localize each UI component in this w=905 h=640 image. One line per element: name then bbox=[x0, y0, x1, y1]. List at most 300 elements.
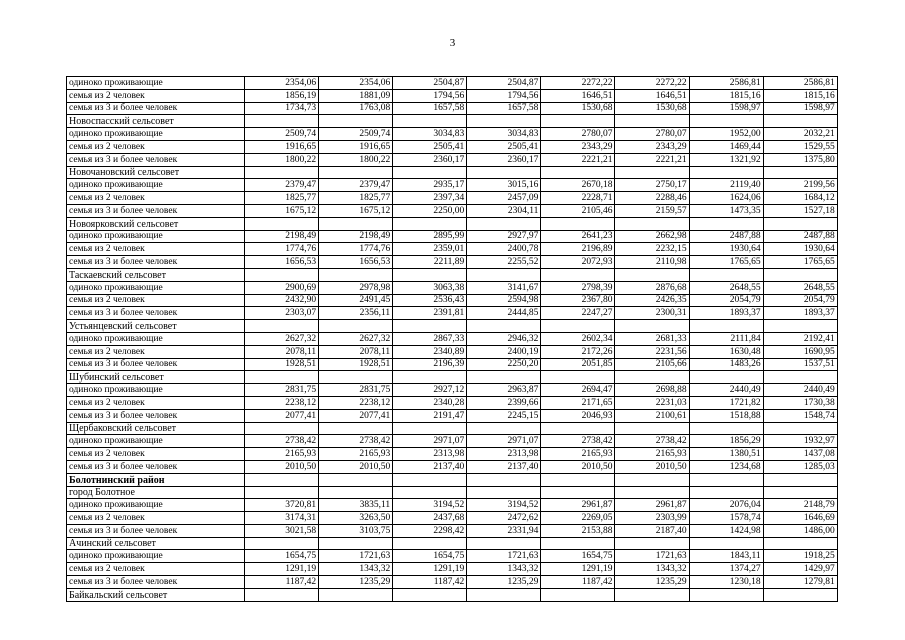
value-cell: 1234,68 bbox=[689, 460, 763, 473]
empty-cell bbox=[245, 486, 319, 499]
row-label: одиноко проживающие bbox=[67, 77, 245, 90]
table-row bbox=[67, 77, 838, 90]
value-cell: 2426,35 bbox=[615, 294, 689, 307]
value-cell: 1825,77 bbox=[245, 192, 319, 205]
empty-cell bbox=[319, 268, 393, 281]
empty-cell bbox=[541, 588, 615, 601]
value-cell: 1893,37 bbox=[689, 307, 763, 320]
value-cell: 1291,19 bbox=[541, 563, 615, 576]
row-label: семья из 3 и более человек bbox=[67, 460, 245, 473]
empty-cell bbox=[245, 473, 319, 486]
empty-cell bbox=[467, 320, 541, 333]
value-cell: 1187,42 bbox=[541, 576, 615, 589]
value-cell: 2831,75 bbox=[319, 384, 393, 397]
value-cell: 2100,61 bbox=[615, 409, 689, 422]
value-cell: 2010,50 bbox=[319, 460, 393, 473]
table-row bbox=[67, 332, 838, 345]
value-cell: 1916,65 bbox=[245, 140, 319, 153]
row-label: семья из 2 человек bbox=[67, 294, 245, 307]
row-label: семья из 2 человек bbox=[67, 396, 245, 409]
row-label: семья из 3 и более человек bbox=[67, 524, 245, 537]
table-row bbox=[67, 563, 838, 576]
section-name: город Болотное bbox=[67, 486, 245, 499]
value-cell: 2504,87 bbox=[467, 77, 541, 90]
section-header-row bbox=[67, 588, 838, 601]
value-cell: 2272,22 bbox=[541, 77, 615, 90]
value-cell: 1765,65 bbox=[689, 256, 763, 269]
value-cell: 2648,55 bbox=[763, 281, 837, 294]
empty-cell bbox=[319, 320, 393, 333]
value-cell: 2187,40 bbox=[615, 524, 689, 537]
value-cell: 1646,69 bbox=[763, 512, 837, 525]
empty-cell bbox=[763, 320, 837, 333]
table-row bbox=[67, 128, 838, 141]
empty-cell bbox=[541, 486, 615, 499]
value-cell: 2900,69 bbox=[245, 281, 319, 294]
value-cell: 2738,42 bbox=[319, 435, 393, 448]
empty-cell bbox=[319, 166, 393, 179]
value-cell: 2340,28 bbox=[393, 396, 467, 409]
value-cell: 2137,40 bbox=[467, 460, 541, 473]
value-cell: 2331,94 bbox=[467, 524, 541, 537]
empty-cell bbox=[689, 217, 763, 230]
empty-cell bbox=[763, 115, 837, 128]
section-name: Шубинский сельсовет bbox=[67, 371, 245, 384]
value-cell: 1530,68 bbox=[615, 102, 689, 115]
value-cell: 2199,56 bbox=[763, 179, 837, 192]
value-cell: 1473,35 bbox=[689, 204, 763, 217]
empty-cell bbox=[763, 422, 837, 435]
empty-cell bbox=[393, 166, 467, 179]
value-cell: 2221,21 bbox=[541, 153, 615, 166]
value-cell: 2343,29 bbox=[541, 140, 615, 153]
value-cell: 2313,98 bbox=[467, 448, 541, 461]
value-cell: 2509,74 bbox=[245, 128, 319, 141]
value-cell: 1598,97 bbox=[689, 102, 763, 115]
value-cell: 2105,46 bbox=[541, 204, 615, 217]
value-cell: 1952,00 bbox=[689, 128, 763, 141]
value-cell: 2971,07 bbox=[467, 435, 541, 448]
value-cell: 2391,81 bbox=[393, 307, 467, 320]
value-cell: 1856,29 bbox=[689, 435, 763, 448]
value-cell: 3063,38 bbox=[393, 281, 467, 294]
value-cell: 2077,41 bbox=[319, 409, 393, 422]
value-cell: 2304,11 bbox=[467, 204, 541, 217]
value-cell: 2798,39 bbox=[541, 281, 615, 294]
value-cell: 1343,32 bbox=[615, 563, 689, 576]
value-cell: 2648,55 bbox=[689, 281, 763, 294]
row-label: семья из 3 и более человек bbox=[67, 307, 245, 320]
value-cell: 2231,03 bbox=[615, 396, 689, 409]
empty-cell bbox=[245, 320, 319, 333]
value-cell: 2681,33 bbox=[615, 332, 689, 345]
value-cell: 2137,40 bbox=[393, 460, 467, 473]
value-cell: 1598,97 bbox=[763, 102, 837, 115]
value-cell: 2432,90 bbox=[245, 294, 319, 307]
value-cell: 2379,47 bbox=[319, 179, 393, 192]
value-cell: 2780,07 bbox=[615, 128, 689, 141]
value-cell: 1684,12 bbox=[763, 192, 837, 205]
empty-cell bbox=[245, 217, 319, 230]
value-cell: 2367,80 bbox=[541, 294, 615, 307]
section-name: Новочановский сельсовет bbox=[67, 166, 245, 179]
empty-cell bbox=[467, 422, 541, 435]
value-cell: 2196,89 bbox=[541, 243, 615, 256]
value-cell: 2354,06 bbox=[319, 77, 393, 90]
value-cell: 3141,67 bbox=[467, 281, 541, 294]
empty-cell bbox=[319, 422, 393, 435]
empty-cell bbox=[615, 537, 689, 550]
empty-cell bbox=[763, 166, 837, 179]
section-header-row bbox=[67, 371, 838, 384]
empty-cell bbox=[689, 537, 763, 550]
value-cell: 1654,75 bbox=[393, 550, 467, 563]
empty-cell bbox=[689, 371, 763, 384]
value-cell: 1518,88 bbox=[689, 409, 763, 422]
table-row bbox=[67, 192, 838, 205]
empty-cell bbox=[689, 268, 763, 281]
value-cell: 2359,01 bbox=[393, 243, 467, 256]
value-cell: 2343,29 bbox=[615, 140, 689, 153]
value-cell: 2505,41 bbox=[467, 140, 541, 153]
table-row bbox=[67, 358, 838, 371]
value-cell: 1375,80 bbox=[763, 153, 837, 166]
row-label: одиноко проживающие bbox=[67, 281, 245, 294]
empty-cell bbox=[245, 115, 319, 128]
value-cell: 1343,32 bbox=[319, 563, 393, 576]
value-cell: 2165,93 bbox=[319, 448, 393, 461]
empty-cell bbox=[689, 115, 763, 128]
empty-cell bbox=[393, 473, 467, 486]
empty-cell bbox=[319, 588, 393, 601]
value-cell: 2961,87 bbox=[541, 499, 615, 512]
row-label: семья из 3 и более человек bbox=[67, 409, 245, 422]
table-row bbox=[67, 576, 838, 589]
value-cell: 2159,57 bbox=[615, 204, 689, 217]
value-cell: 2165,93 bbox=[245, 448, 319, 461]
row-label: семья из 3 и более человек bbox=[67, 102, 245, 115]
value-cell: 3720,81 bbox=[245, 499, 319, 512]
value-cell: 2340,89 bbox=[393, 345, 467, 358]
empty-cell bbox=[319, 217, 393, 230]
value-cell: 2211,89 bbox=[393, 256, 467, 269]
value-cell: 2440,49 bbox=[689, 384, 763, 397]
value-cell: 1235,29 bbox=[467, 576, 541, 589]
value-cell: 1932,97 bbox=[763, 435, 837, 448]
value-cell: 2255,52 bbox=[467, 256, 541, 269]
value-cell: 2250,00 bbox=[393, 204, 467, 217]
value-cell: 2010,50 bbox=[245, 460, 319, 473]
value-cell: 1469,44 bbox=[689, 140, 763, 153]
empty-cell bbox=[467, 217, 541, 230]
value-cell: 1893,37 bbox=[763, 307, 837, 320]
empty-cell bbox=[467, 268, 541, 281]
value-cell: 2400,19 bbox=[467, 345, 541, 358]
value-cell: 2602,34 bbox=[541, 332, 615, 345]
value-cell: 2238,12 bbox=[319, 396, 393, 409]
row-label: семья из 3 и более человек bbox=[67, 204, 245, 217]
value-cell: 3034,83 bbox=[393, 128, 467, 141]
value-cell: 2876,68 bbox=[615, 281, 689, 294]
value-cell: 1230,18 bbox=[689, 576, 763, 589]
empty-cell bbox=[689, 422, 763, 435]
value-cell: 1380,51 bbox=[689, 448, 763, 461]
value-cell: 2509,74 bbox=[319, 128, 393, 141]
value-cell: 1187,42 bbox=[245, 576, 319, 589]
empty-cell bbox=[763, 588, 837, 601]
value-cell: 2627,32 bbox=[319, 332, 393, 345]
value-cell: 1815,16 bbox=[689, 89, 763, 102]
value-cell: 2165,93 bbox=[615, 448, 689, 461]
value-cell: 3194,52 bbox=[393, 499, 467, 512]
empty-cell bbox=[541, 115, 615, 128]
value-cell: 1235,29 bbox=[615, 576, 689, 589]
value-cell: 3103,75 bbox=[319, 524, 393, 537]
row-label: семья из 2 человек bbox=[67, 448, 245, 461]
section-name: Новоярковский сельсовет bbox=[67, 217, 245, 230]
value-cell: 2269,05 bbox=[541, 512, 615, 525]
value-cell: 2360,17 bbox=[467, 153, 541, 166]
row-label: одиноко проживающие bbox=[67, 128, 245, 141]
value-cell: 2354,06 bbox=[245, 77, 319, 90]
empty-cell bbox=[763, 473, 837, 486]
section-header-row bbox=[67, 166, 838, 179]
value-cell: 1675,12 bbox=[319, 204, 393, 217]
empty-cell bbox=[763, 486, 837, 499]
value-cell: 2300,31 bbox=[615, 307, 689, 320]
value-cell: 2046,93 bbox=[541, 409, 615, 422]
value-cell: 1483,26 bbox=[689, 358, 763, 371]
value-cell: 2110,98 bbox=[615, 256, 689, 269]
value-cell: 2247,27 bbox=[541, 307, 615, 320]
value-cell: 1654,75 bbox=[245, 550, 319, 563]
value-cell: 2072,93 bbox=[541, 256, 615, 269]
empty-cell bbox=[319, 115, 393, 128]
section-header-row bbox=[67, 320, 838, 333]
value-cell: 3021,58 bbox=[245, 524, 319, 537]
value-cell: 1527,18 bbox=[763, 204, 837, 217]
value-cell: 2105,66 bbox=[615, 358, 689, 371]
value-cell: 1721,63 bbox=[467, 550, 541, 563]
value-cell: 2245,15 bbox=[467, 409, 541, 422]
value-cell: 1291,19 bbox=[393, 563, 467, 576]
value-cell: 2444,85 bbox=[467, 307, 541, 320]
empty-cell bbox=[763, 217, 837, 230]
empty-cell bbox=[541, 268, 615, 281]
empty-cell bbox=[393, 320, 467, 333]
table-row bbox=[67, 140, 838, 153]
value-cell: 2171,65 bbox=[541, 396, 615, 409]
empty-cell bbox=[467, 115, 541, 128]
value-cell: 1424,98 bbox=[689, 524, 763, 537]
row-label: одиноко проживающие bbox=[67, 550, 245, 563]
row-label: семья из 3 и более человек bbox=[67, 256, 245, 269]
value-cell: 1721,63 bbox=[615, 550, 689, 563]
value-cell: 2594,98 bbox=[467, 294, 541, 307]
value-cell: 2221,21 bbox=[615, 153, 689, 166]
empty-cell bbox=[467, 537, 541, 550]
empty-cell bbox=[615, 486, 689, 499]
section-header-row bbox=[67, 217, 838, 230]
value-cell: 2051,85 bbox=[541, 358, 615, 371]
value-cell: 1657,58 bbox=[393, 102, 467, 115]
value-cell: 2750,17 bbox=[615, 179, 689, 192]
value-cell: 3835,11 bbox=[319, 499, 393, 512]
row-label: семья из 2 человек bbox=[67, 563, 245, 576]
value-cell: 2153,88 bbox=[541, 524, 615, 537]
value-cell: 2010,50 bbox=[615, 460, 689, 473]
value-cell: 1856,19 bbox=[245, 89, 319, 102]
value-cell: 1800,22 bbox=[245, 153, 319, 166]
value-cell: 2303,99 bbox=[615, 512, 689, 525]
empty-cell bbox=[763, 371, 837, 384]
value-cell: 1730,38 bbox=[763, 396, 837, 409]
tariff-table bbox=[66, 76, 838, 602]
empty-cell bbox=[541, 537, 615, 550]
empty-cell bbox=[763, 537, 837, 550]
value-cell: 1285,03 bbox=[763, 460, 837, 473]
value-cell: 1437,08 bbox=[763, 448, 837, 461]
value-cell: 2738,42 bbox=[615, 435, 689, 448]
empty-cell bbox=[467, 473, 541, 486]
value-cell: 2191,47 bbox=[393, 409, 467, 422]
value-cell: 2935,17 bbox=[393, 179, 467, 192]
value-cell: 2148,79 bbox=[763, 499, 837, 512]
value-cell: 3263,50 bbox=[319, 512, 393, 525]
value-cell: 2272,22 bbox=[615, 77, 689, 90]
empty-cell bbox=[615, 217, 689, 230]
value-cell: 2586,81 bbox=[763, 77, 837, 90]
value-cell: 2927,12 bbox=[393, 384, 467, 397]
empty-cell bbox=[541, 217, 615, 230]
value-cell: 2250,20 bbox=[467, 358, 541, 371]
empty-cell bbox=[689, 166, 763, 179]
value-cell: 1624,06 bbox=[689, 192, 763, 205]
value-cell: 2010,50 bbox=[541, 460, 615, 473]
empty-cell bbox=[467, 166, 541, 179]
value-cell: 1630,48 bbox=[689, 345, 763, 358]
section-name: Новоспасский сельсовет bbox=[67, 115, 245, 128]
value-cell: 1530,68 bbox=[541, 102, 615, 115]
value-cell: 2963,87 bbox=[467, 384, 541, 397]
empty-cell bbox=[393, 268, 467, 281]
value-cell: 2379,47 bbox=[245, 179, 319, 192]
value-cell: 3034,83 bbox=[467, 128, 541, 141]
value-cell: 1916,65 bbox=[319, 140, 393, 153]
table-row bbox=[67, 435, 838, 448]
value-cell: 1374,27 bbox=[689, 563, 763, 576]
empty-cell bbox=[615, 473, 689, 486]
table-row bbox=[67, 243, 838, 256]
value-cell: 1646,51 bbox=[541, 89, 615, 102]
value-cell: 2397,34 bbox=[393, 192, 467, 205]
row-label: одиноко проживающие bbox=[67, 179, 245, 192]
section-header-row bbox=[67, 268, 838, 281]
row-label: семья из 3 и более человек bbox=[67, 358, 245, 371]
value-cell: 1578,74 bbox=[689, 512, 763, 525]
value-cell: 2505,41 bbox=[393, 140, 467, 153]
value-cell: 1321,92 bbox=[689, 153, 763, 166]
value-cell: 1187,42 bbox=[393, 576, 467, 589]
table-row bbox=[67, 550, 838, 563]
value-cell: 1656,53 bbox=[245, 256, 319, 269]
row-label: семья из 2 человек bbox=[67, 345, 245, 358]
row-label: семья из 2 человек bbox=[67, 192, 245, 205]
table-body bbox=[67, 77, 838, 602]
value-cell: 1881,09 bbox=[319, 89, 393, 102]
table-row bbox=[67, 153, 838, 166]
empty-cell bbox=[319, 371, 393, 384]
value-cell: 2895,99 bbox=[393, 230, 467, 243]
section-name: Таскаевский сельсовет bbox=[67, 268, 245, 281]
value-cell: 1774,76 bbox=[245, 243, 319, 256]
value-cell: 2536,43 bbox=[393, 294, 467, 307]
empty-cell bbox=[541, 473, 615, 486]
empty-cell bbox=[541, 371, 615, 384]
empty-cell bbox=[467, 486, 541, 499]
value-cell: 1486,00 bbox=[763, 524, 837, 537]
empty-cell bbox=[245, 422, 319, 435]
row-label: одиноко проживающие bbox=[67, 332, 245, 345]
value-cell: 2032,21 bbox=[763, 128, 837, 141]
value-cell: 2586,81 bbox=[689, 77, 763, 90]
value-cell: 3174,31 bbox=[245, 512, 319, 525]
value-cell: 2399,66 bbox=[467, 396, 541, 409]
empty-cell bbox=[393, 371, 467, 384]
value-cell: 2698,88 bbox=[615, 384, 689, 397]
value-cell: 2472,62 bbox=[467, 512, 541, 525]
value-cell: 1343,32 bbox=[467, 563, 541, 576]
value-cell: 2356,11 bbox=[319, 307, 393, 320]
value-cell: 2738,42 bbox=[245, 435, 319, 448]
row-label: одиноко проживающие bbox=[67, 499, 245, 512]
value-cell: 2641,23 bbox=[541, 230, 615, 243]
table-row bbox=[67, 448, 838, 461]
section-header-row bbox=[67, 486, 838, 499]
value-cell: 1548,74 bbox=[763, 409, 837, 422]
value-cell: 2627,32 bbox=[245, 332, 319, 345]
value-cell: 2313,98 bbox=[393, 448, 467, 461]
row-label: семья из 2 человек bbox=[67, 89, 245, 102]
row-label: одиноко проживающие bbox=[67, 230, 245, 243]
row-label: семья из 2 человек bbox=[67, 512, 245, 525]
value-cell: 2504,87 bbox=[393, 77, 467, 90]
table-row bbox=[67, 204, 838, 217]
empty-cell bbox=[467, 588, 541, 601]
empty-cell bbox=[393, 486, 467, 499]
page-number: 3 bbox=[449, 37, 456, 49]
value-cell: 1721,82 bbox=[689, 396, 763, 409]
value-cell: 1537,51 bbox=[763, 358, 837, 371]
empty-cell bbox=[615, 320, 689, 333]
table-row bbox=[67, 460, 838, 473]
table-row bbox=[67, 307, 838, 320]
empty-cell bbox=[615, 166, 689, 179]
table-row bbox=[67, 179, 838, 192]
value-cell: 2440,49 bbox=[763, 384, 837, 397]
value-cell: 2738,42 bbox=[541, 435, 615, 448]
empty-cell bbox=[541, 166, 615, 179]
empty-cell bbox=[245, 588, 319, 601]
empty-cell bbox=[319, 486, 393, 499]
value-cell: 2670,18 bbox=[541, 179, 615, 192]
empty-cell bbox=[689, 473, 763, 486]
value-cell: 2078,11 bbox=[245, 345, 319, 358]
table-row bbox=[67, 345, 838, 358]
empty-cell bbox=[541, 320, 615, 333]
value-cell: 1930,64 bbox=[689, 243, 763, 256]
value-cell: 1675,12 bbox=[245, 204, 319, 217]
